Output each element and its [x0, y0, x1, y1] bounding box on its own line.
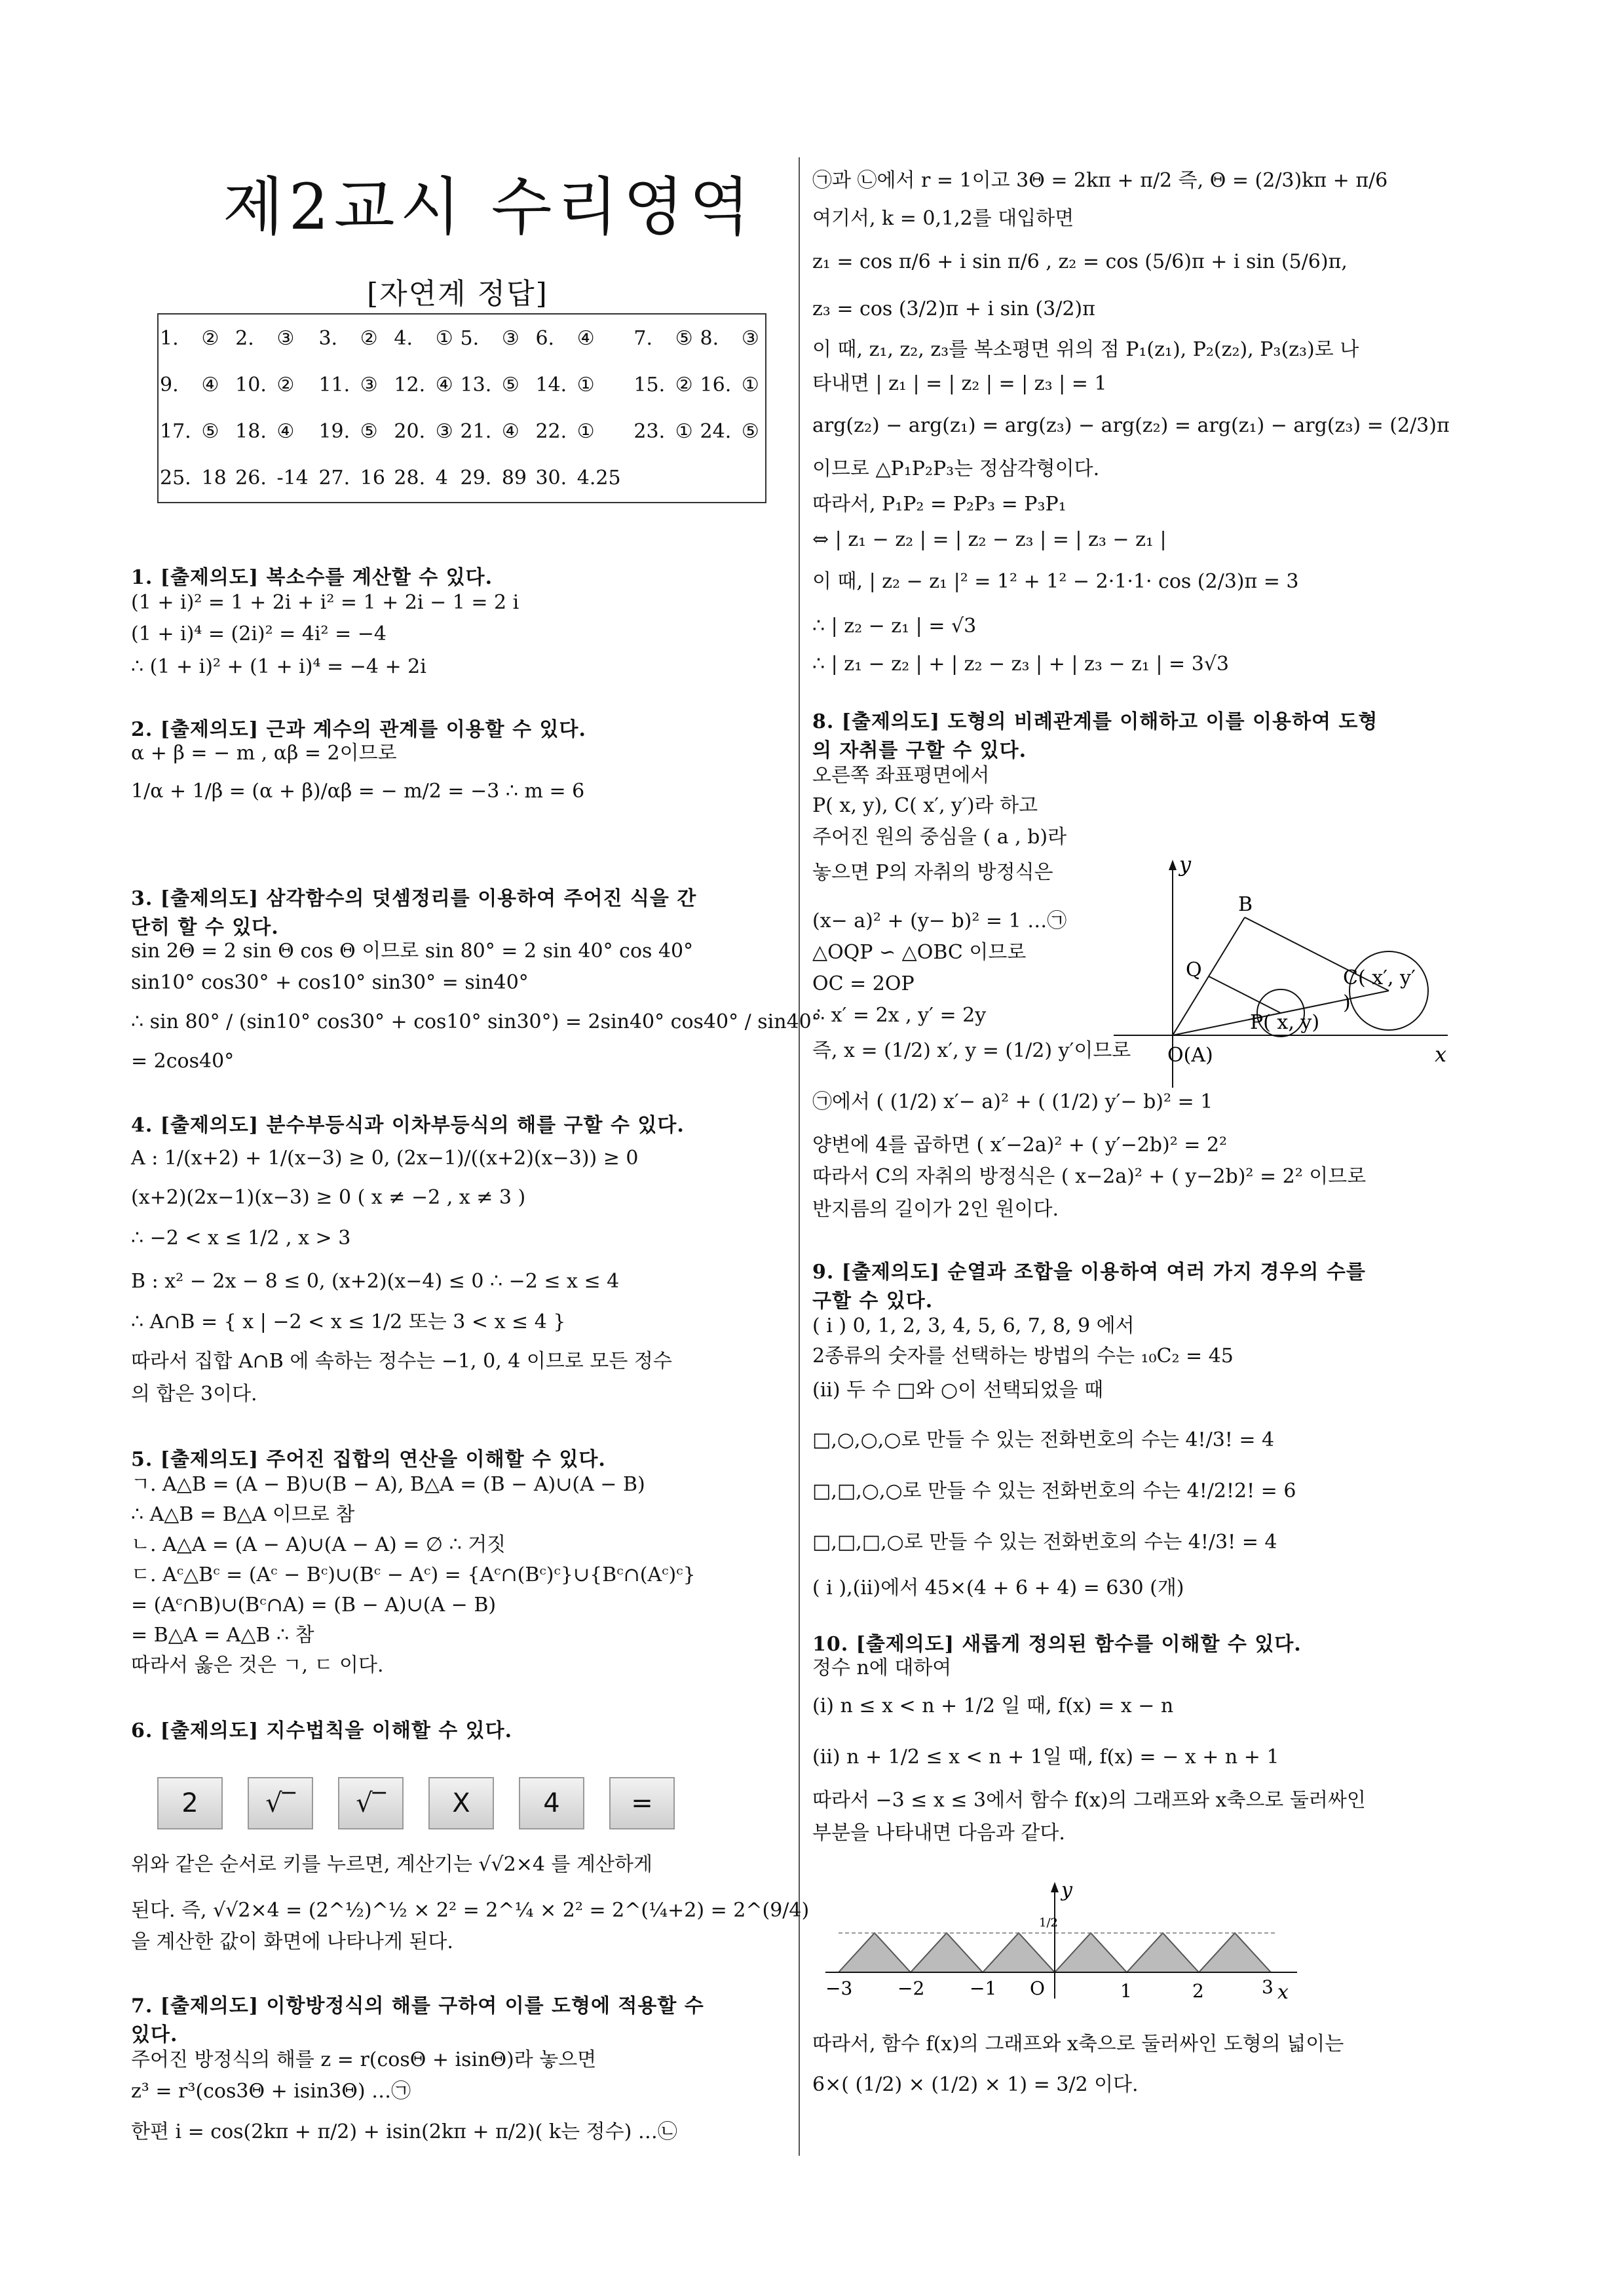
answer-number: 22.	[535, 419, 567, 443]
solution-line: 즉, x = (1/2) x′, y = (1/2) y′이므로	[812, 1039, 1131, 1062]
answer-number: 8.	[700, 326, 719, 350]
answer-number: 24.	[700, 419, 732, 443]
solution-line: 양변에 4를 곱하면 ( x′−2a)² + ( y′−2b)² = 2²	[812, 1134, 1228, 1157]
column-divider	[799, 157, 800, 2156]
answer-value: 16	[360, 467, 385, 490]
answer-number: 16.	[700, 373, 732, 396]
answer-number: 12.	[394, 373, 426, 396]
solution-line: (ii) n + 1/2 ≤ x < n + 1일 때, f(x) = − x + n + 1	[812, 1746, 1279, 1769]
solution-line: 따라서 옳은 것은 ㄱ, ㄷ 이다.	[131, 1654, 384, 1677]
answer-number: 7.	[633, 326, 653, 350]
problem-heading: 4. [출제의도] 분수부등식과 이차부등식의 해를 구할 수 있다.	[131, 1114, 685, 1137]
answer-value: ②	[675, 373, 693, 396]
answer-value: ①	[576, 373, 595, 396]
problem-heading: 의 자취를 구할 수 있다.	[812, 739, 1027, 762]
answer-value: ⑤	[360, 419, 378, 443]
answer-number: 19.	[318, 419, 350, 443]
answer-value: ⑤	[741, 419, 759, 443]
problem-heading: 단히 할 수 있다.	[131, 916, 279, 939]
answer-value	[740, 455, 766, 503]
answer-value: ③	[501, 326, 519, 350]
calculator-key: =	[609, 1777, 675, 1829]
solution-line: arg(z₂) − arg(z₁) = arg(z₃) − arg(z₂) = arg(z₁) − arg(z₃) = (2/3)π	[812, 414, 1450, 437]
solution-line: z₃ = cos (3/2)π + i sin (3/2)π	[812, 297, 1095, 320]
answer-number: 3.	[318, 326, 338, 350]
solution-line: 2종류의 숫자를 선택하는 방법의 수는 ₁₀C₂ = 45	[812, 1345, 1234, 1368]
answer-value: -14	[276, 467, 309, 490]
answer-value: ②	[276, 373, 295, 396]
answer-value: ⑤	[675, 326, 693, 350]
solution-line: □,○,○,○로 만들 수 있는 전화번호의 수는 4!/3! = 4	[812, 1428, 1275, 1451]
answer-value: ②	[201, 326, 219, 350]
solution-line: ( i ) 0, 1, 2, 3, 4, 5, 6, 7, 8, 9 에서	[812, 1314, 1135, 1337]
answer-number: 1.	[160, 326, 179, 350]
locus-figure	[1107, 845, 1461, 1094]
answer-number: 15.	[633, 373, 666, 396]
solution-line: A : 1/(x+2) + 1/(x−3) ≥ 0, (2x−1)/((x+2)(x−3)) ≥ 0	[131, 1147, 639, 1170]
answer-number: 30.	[535, 467, 567, 490]
solution-line: = B△A = A△B ∴ 참	[131, 1624, 314, 1647]
solution-line: □,□,□,○로 만들 수 있는 전화번호의 수는 4!/3! = 4	[812, 1531, 1277, 1554]
answer-row	[158, 314, 766, 362]
answer-number	[632, 455, 673, 503]
function-graph	[819, 1874, 1317, 2005]
solution-line: ∴ | z₁ − z₂ | + | z₂ − z₃ | + | z₃ − z₁ | = 3√3	[812, 653, 1230, 676]
problem-heading: 10. [출제의도] 새롭게 정의된 함수를 이해할 수 있다.	[812, 1633, 1302, 1656]
solution-line: 주어진 원의 중심을 ( a , b)라	[812, 826, 1067, 849]
solution-line: OC = 2OP	[812, 972, 915, 995]
problem-heading: 9. [출제의도] 순열과 조합을 이용하여 여러 가지 경우의 수를	[812, 1261, 1366, 1284]
answer-value: 4.25	[576, 467, 621, 490]
solution-line: 따라서 집합 A∩B 에 속하는 정수는 −1, 0, 4 이므로 모든 정수	[131, 1350, 672, 1373]
solution-line: (ii) 두 수 □와 ○이 선택되었을 때	[812, 1379, 1104, 1402]
answer-number: 25.	[160, 467, 191, 490]
answer-value: ②	[360, 326, 378, 350]
solution-line: z₁ = cos π/6 + i sin π/6 , z₂ = cos (5/6)π + i sin (5/6)π,	[812, 250, 1348, 273]
answer-number: 10.	[235, 373, 267, 396]
fig8-label-c: C( x′, y′	[1343, 966, 1416, 989]
solution-line: 따라서, P₁P₂ = P₂P₃ = P₃P₁	[812, 493, 1067, 516]
graph-label-y: y	[1061, 1879, 1072, 1902]
answer-row	[158, 455, 766, 503]
answer-value: ⑤	[501, 373, 519, 396]
answer-value: ③	[741, 326, 759, 350]
answer-number: 13.	[460, 373, 492, 396]
problem-heading: 3. [출제의도] 삼각함수의 덧셈정리를 이용하여 주어진 식을 간	[131, 887, 697, 910]
graph-label-o: O	[1030, 1978, 1045, 1999]
answer-value	[674, 455, 699, 503]
fig8-label-b: B	[1238, 893, 1253, 916]
answer-value: ①	[741, 373, 759, 396]
answer-number: 6.	[535, 326, 555, 350]
answer-number: 26.	[235, 467, 267, 490]
problem-heading: 2. [출제의도] 근과 계수의 관계를 이용할 수 있다.	[131, 718, 586, 741]
answer-number	[699, 455, 740, 503]
answer-number: 27.	[318, 467, 350, 490]
solution-line: α + β = − m , αβ = 2이므로	[131, 742, 397, 765]
solution-line: 반지름의 길이가 2인 원이다.	[812, 1198, 1059, 1221]
calculator-key: 4	[519, 1777, 584, 1829]
answer-value: ④	[501, 419, 519, 443]
solution-line: △OQP ∽ △OBC 이므로	[812, 941, 1027, 964]
answer-row	[158, 408, 766, 455]
answer-value: ④	[276, 419, 295, 443]
answer-value: ③	[435, 419, 453, 443]
solution-line: sin10° cos30° + cos10° sin30° = sin40°	[131, 971, 529, 994]
solution-line: 놓으면 P의 자취의 방정식은	[812, 861, 1053, 884]
solution-line: 여기서, k = 0,1,2를 대입하면	[812, 207, 1074, 230]
solution-line: sin 2Θ = 2 sin Θ cos Θ 이므로 sin 80° = 2 sin 40° cos 40°	[131, 940, 694, 963]
graph-label-x: x	[1277, 1981, 1289, 2004]
solution-line: 따라서 C의 자취의 방정식은 ( x−2a)² + ( y−2b)² = 2² 이므로	[812, 1165, 1367, 1188]
answer-number: 11.	[318, 373, 350, 396]
solution-line: ⇔ | z₁ − z₂ | = | z₂ − z₃ | = | z₃ − z₁ |	[812, 528, 1167, 551]
problem-heading: 1. [출제의도] 복소수를 계산할 수 있다.	[131, 566, 493, 589]
answer-value: ④	[435, 373, 453, 396]
solution-line: 을 계산한 값이 화면에 나타나게 된다.	[131, 1930, 453, 1953]
answer-value: ④	[201, 373, 219, 396]
solution-line: 따라서 −3 ≤ x ≤ 3에서 함수 f(x)의 그래프와 x축으로 둘러싸인	[812, 1789, 1366, 1812]
page-title: 제2교시 수리영역	[223, 170, 755, 244]
problem-heading: 6. [출제의도] 지수법칙을 이해할 수 있다.	[131, 1719, 513, 1742]
solution-line: ∴ x′ = 2x , y′ = 2y	[812, 1004, 987, 1027]
answer-number: 5.	[460, 326, 480, 350]
answer-number: 18.	[235, 419, 267, 443]
answer-number: 2.	[235, 326, 254, 350]
solution-line: 이 때, z₁, z₂, z₃를 복소평면 위의 점 P₁(z₁), P₂(z₂), P₃(z₃)로 나	[812, 338, 1359, 361]
graph-label-3: 3	[1262, 1976, 1274, 1998]
answer-value: ①	[675, 419, 693, 443]
solution-line: 타내면 | z₁ | = | z₂ | = | z₃ | = 1	[812, 372, 1107, 395]
graph-y-arrow	[1051, 1882, 1059, 1892]
solution-line: 한편 i = cos(2kπ + π/2) + isin(2kπ + π/2)( k는 정수) …㉡	[131, 2120, 677, 2143]
solution-line: ㉠과 ㉡에서 r = 1이고 3Θ = 2kπ + π/2 즉, Θ = (2/3)kπ + π/6	[812, 169, 1388, 192]
solution-line: 된다. 즉, √√2×4 = (2^½)^½ × 2² = 2^¼ × 2² = 2^(¼+2) = 2^(9/4)	[131, 1899, 810, 1922]
fig8-label-x: x	[1435, 1042, 1447, 1067]
solution-line: ∴ A△B = B△A 이므로 참	[131, 1503, 355, 1526]
solution-line: □,□,○,○로 만들 수 있는 전화번호의 수는 4!/2!2! = 6	[812, 1480, 1296, 1502]
solution-line: (x+2)(2x−1)(x−3) ≥ 0 ( x ≠ −2 , x ≠ 3 )	[131, 1186, 526, 1209]
y-axis-arrow	[1169, 860, 1177, 870]
solution-line: z³ = r³(cos3Θ + isin3Θ) …㉠	[131, 2080, 411, 2103]
solution-line: P( x, y), C( x′, y′)라 하고	[812, 794, 1038, 817]
graph-label-m2: −2	[897, 1978, 925, 1999]
answer-value: ⑤	[201, 419, 219, 443]
answer-number: 17.	[160, 419, 191, 443]
calculator-key: 2	[157, 1777, 223, 1829]
graph-label-half: 1/2	[1039, 1916, 1058, 1930]
fig8-label-c-close: )	[1343, 991, 1351, 1014]
answer-value: ①	[435, 326, 453, 350]
solution-line: 6×( (1/2) × (1/2) × 1) = 3/2 이다.	[812, 2073, 1139, 2096]
problem-heading: 5. [출제의도] 주어진 집합의 연산을 이해할 수 있다.	[131, 1448, 606, 1471]
answer-row	[158, 362, 766, 408]
solution-line: ㉠에서 ( (1/2) x′− a)² + ( (1/2) y′− b)² = 1	[812, 1090, 1213, 1113]
graph-label-2: 2	[1192, 1980, 1204, 2002]
calculator-key: √‾	[338, 1777, 404, 1829]
solution-line: ∴ sin 80° / (sin10° cos30° + cos10° sin30°) = 2sin40° cos40° / sin40°	[131, 1010, 821, 1033]
answer-value: ③	[360, 373, 378, 396]
solution-line: ㄱ. A△B = (A − B)∪(B − A), B△A = (B − A)∪(A − B)	[131, 1473, 645, 1496]
solution-line: 위와 같은 순서로 키를 누르면, 계산기는 √√2×4 를 계산하게	[131, 1853, 652, 1876]
answer-number: 20.	[394, 419, 426, 443]
answer-value: 18	[201, 467, 227, 490]
solution-line: 1/α + 1/β = (α + β)/αβ = − m/2 = −3 ∴ m = 6	[131, 780, 585, 803]
solution-line: 주어진 방정식의 해를 z = r(cosΘ + isinΘ)라 놓으면	[131, 2048, 597, 2071]
answer-value: ④	[576, 326, 595, 350]
solution-line: ㄷ. Aᶜ△Bᶜ = (Aᶜ − Bᶜ)∪(Bᶜ − Aᶜ) = {Aᶜ∩(Bᶜ)ᶜ}∪{Bᶜ∩(Aᶜ)ᶜ}	[131, 1563, 696, 1586]
problem-heading: 구할 수 있다.	[812, 1290, 934, 1312]
answer-number: 21.	[460, 419, 492, 443]
answer-value: 4	[435, 467, 448, 490]
solution-line: ㄴ. A△A = (A − A)∪(A − A) = ∅ ∴ 거짓	[131, 1533, 506, 1556]
solution-line: (1 + i)⁴ = (2i)² = 4i² = −4	[131, 622, 387, 645]
answer-number: 29.	[460, 467, 492, 490]
solution-line: ∴ A∩B = { x | −2 < x ≤ 1/2 또는 3 < x ≤ 4 }	[131, 1311, 566, 1333]
solution-line: 따라서, 함수 f(x)의 그래프와 x축으로 둘러싸인 도형의 넓이는	[812, 2033, 1344, 2056]
solution-line: = 2cos40°	[131, 1050, 235, 1073]
answer-value: ①	[576, 419, 595, 443]
solution-line: (x− a)² + (y− b)² = 1 …㉠	[812, 909, 1067, 932]
solution-line: 오른쪽 좌표평면에서	[812, 764, 990, 787]
graph-label-m3: −3	[825, 1978, 853, 1999]
answer-number: 28.	[394, 467, 426, 490]
calculator-keys	[157, 1777, 681, 1832]
answer-number: 14.	[535, 373, 567, 396]
fig8-label-q: Q	[1186, 959, 1202, 982]
answer-number: 9.	[160, 373, 179, 396]
segment-qp	[1209, 976, 1281, 1013]
problem-heading: 있다.	[131, 2023, 178, 2046]
solution-line: 부분을 나타내면 다음과 같다.	[812, 1822, 1065, 1845]
solution-line: ∴ | z₂ − z₁ | = √3	[812, 615, 977, 638]
page-subtitle: [자연계 정답]	[367, 277, 548, 311]
fig8-label-y: y	[1179, 852, 1192, 877]
solution-line: 의 합은 3이다.	[131, 1383, 257, 1406]
graph-label-1: 1	[1120, 1980, 1132, 2002]
answer-number: 4.	[394, 326, 413, 350]
fig8-label-o: O(A)	[1167, 1044, 1213, 1067]
solution-line: 이 때, | z₂ − z₁ |² = 1² + 1² − 2·1·1· cos (2/3)π = 3	[812, 570, 1299, 593]
problem-heading: 8. [출제의도] 도형의 비례관계를 이해하고 이를 이용하여 도형	[812, 710, 1378, 733]
answer-value: ③	[276, 326, 295, 350]
solution-line: (i) n ≤ x < n + 1/2 일 때, f(x) = x − n	[812, 1694, 1174, 1717]
solution-line: ( i ),(ii)에서 45×(4 + 6 + 4) = 630 (개)	[812, 1577, 1184, 1599]
solution-line: (1 + i)² = 1 + 2i + i² = 1 + 2i − 1 = 2 i	[131, 591, 519, 614]
answer-table	[157, 313, 766, 503]
graph-label-m1: −1	[970, 1978, 997, 1999]
problem-heading: 7. [출제의도] 이항방정식의 해를 구하여 이를 도형에 적용할 수	[131, 1995, 704, 2018]
solution-line: = (Aᶜ∩B)∪(Bᶜ∩A) = (B − A)∪(A − B)	[131, 1594, 497, 1617]
answer-value: 89	[501, 467, 527, 490]
answer-number: 23.	[633, 419, 666, 443]
calculator-key: X	[428, 1777, 494, 1829]
solution-line: 정수 n에 대하여	[812, 1656, 952, 1679]
solution-line: ∴ −2 < x ≤ 1/2 , x > 3	[131, 1227, 351, 1250]
solution-line: ∴ (1 + i)² + (1 + i)⁴ = −4 + 2i	[131, 655, 426, 678]
solution-line: 이므로 △P₁P₂P₃는 정삼각형이다.	[812, 457, 1100, 480]
fig8-label-p: P( x, y)	[1250, 1011, 1320, 1034]
calculator-key: √‾	[248, 1777, 313, 1829]
solution-line: B : x² − 2x − 8 ≤ 0, (x+2)(x−4) ≤ 0 ∴ −2 ≤ x ≤ 4	[131, 1270, 620, 1293]
